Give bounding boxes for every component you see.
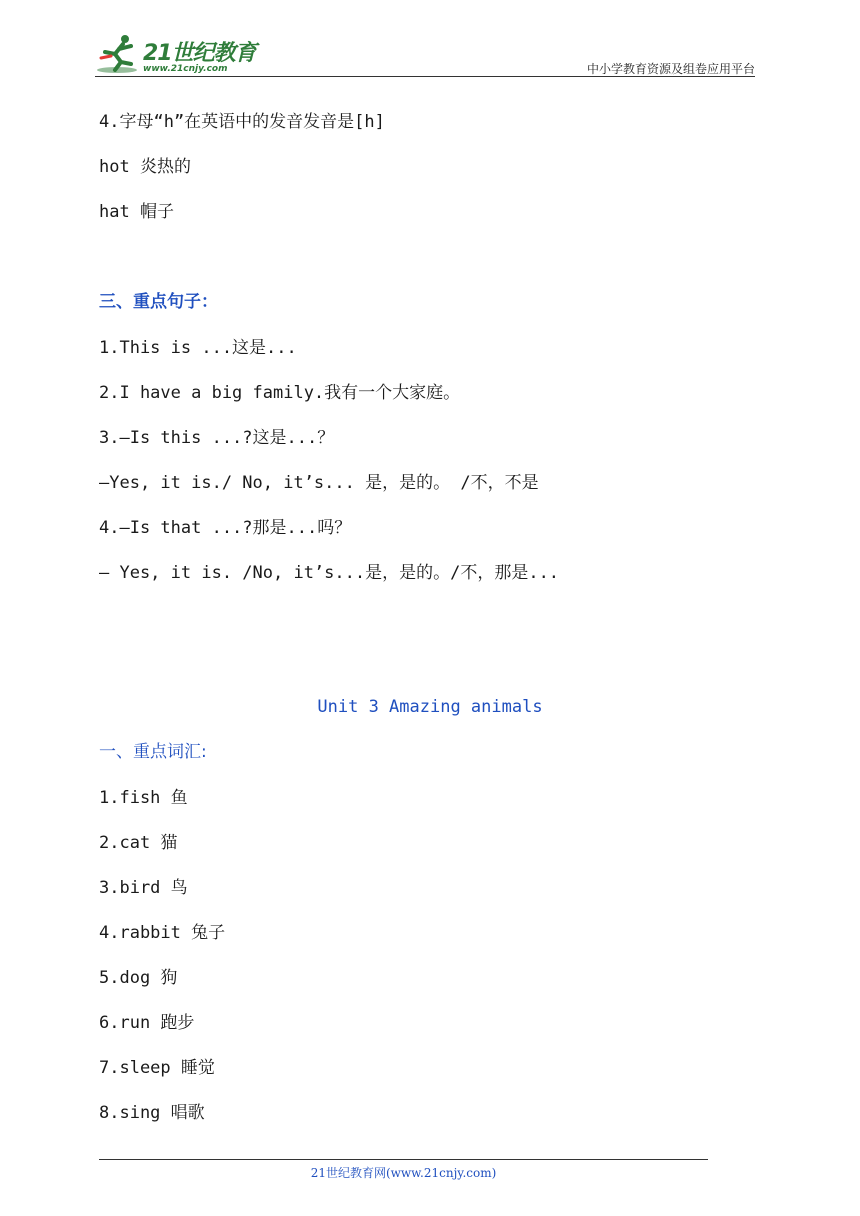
header-divider bbox=[95, 76, 755, 77]
vocab-item: 6.run 跑步 bbox=[99, 1013, 195, 1033]
text-line: 4.字母“h”在英语中的发音发音是[h] bbox=[99, 112, 385, 132]
vocab-item: 5.dog 狗 bbox=[99, 968, 178, 988]
footer-text: 21世纪教育网(www.21cnjy.com) bbox=[310, 1166, 497, 1180]
header-platform-text: 中小学教育资源及组卷应用平台 bbox=[586, 62, 755, 76]
vocab-item: 7.sleep 睡觉 bbox=[99, 1058, 215, 1078]
section-heading: 一、重点词汇: bbox=[99, 742, 207, 762]
vocab-item: 8.sing 唱歌 bbox=[99, 1103, 205, 1123]
sentence-line: 3.—Is this ...?这是...？ bbox=[99, 428, 335, 448]
sentence-line: 4.—Is that ...?那是...吗？ bbox=[99, 518, 352, 538]
vocab-item: 2.cat 猫 bbox=[99, 833, 178, 853]
text-line: hat 帽子 bbox=[99, 202, 174, 222]
sentence-line: 2.I have a big family.我有一个大家庭。 bbox=[99, 383, 461, 403]
sentence-line: — Yes, it is. /No, it’s...是，是的。/不，那是... bbox=[99, 563, 560, 583]
vocab-item: 3.bird 鸟 bbox=[99, 878, 188, 898]
logo-text: 21世纪教育 bbox=[143, 41, 256, 66]
section-heading: 三、重点句子： bbox=[99, 292, 218, 312]
logo-url: www.21cnjy.com bbox=[143, 64, 228, 74]
page-header bbox=[95, 30, 755, 80]
sentence-line: —Yes, it is./ No, it’s... 是，是的。 /不，不是 bbox=[99, 473, 539, 493]
footer-divider bbox=[99, 1159, 708, 1160]
sentence-line: 1.This is ...这是... bbox=[99, 338, 297, 358]
text-line: hot 炎热的 bbox=[99, 157, 191, 177]
vocab-item: 1.fish 鱼 bbox=[99, 788, 188, 808]
runner-logo-icon bbox=[95, 32, 143, 76]
logo bbox=[95, 32, 265, 76]
vocab-item: 4.rabbit 兔子 bbox=[99, 923, 226, 943]
unit-title: Unit 3 Amazing animals bbox=[317, 697, 543, 717]
